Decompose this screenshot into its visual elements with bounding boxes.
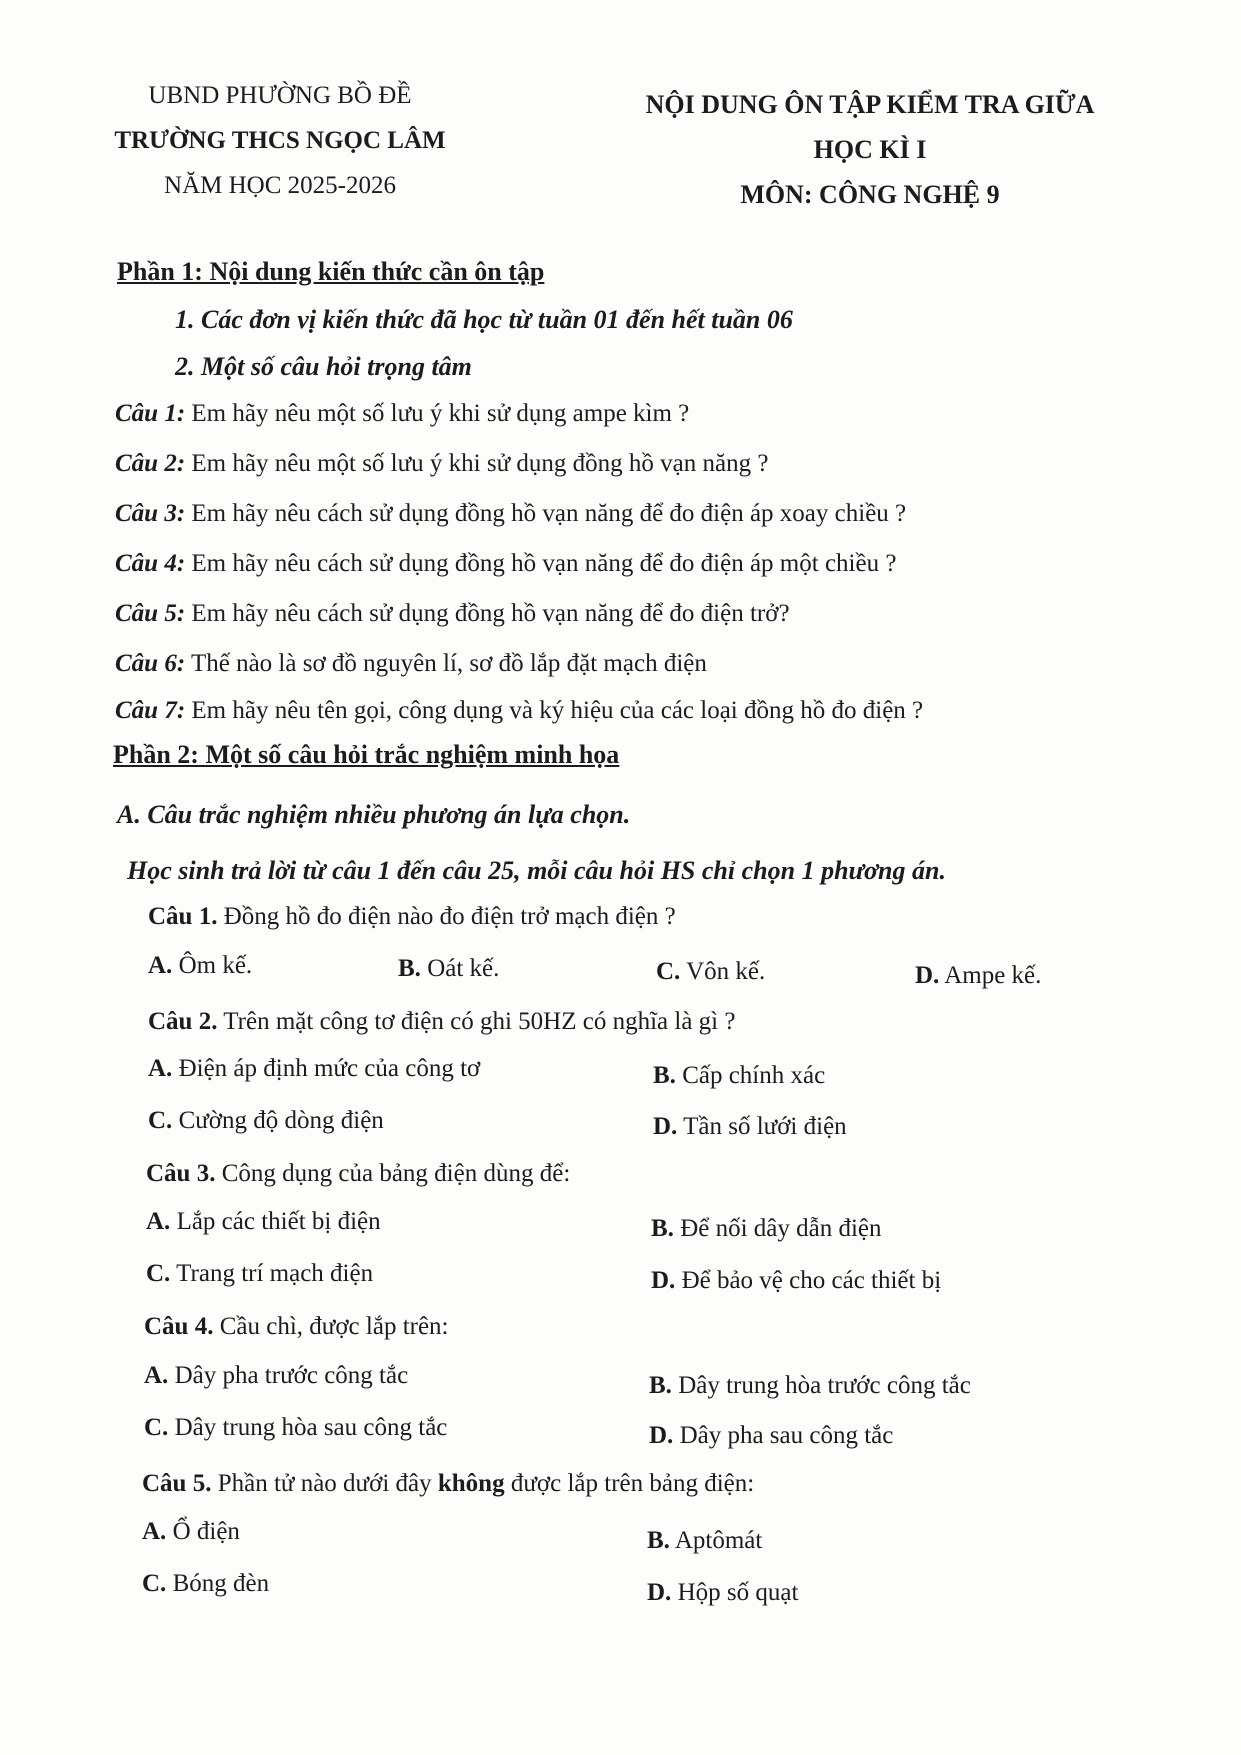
header-district: UBND PHƯỜNG BỒ ĐỀ	[148, 82, 412, 109]
open-question-1: Câu 1: Em hãy nêu một số lưu ý khi sử dụng ampe kìm ?	[115, 400, 690, 427]
q4-option-a: A. Dây pha trước công tắc	[144, 1362, 409, 1389]
q3-option-b: B. Để nối dây dẫn điện	[651, 1215, 882, 1242]
q2-option-a: A. Điện áp định mức của công tơ	[148, 1055, 481, 1082]
header-term: HỌC KÌ I	[813, 135, 927, 164]
mc-question-1: Câu 1. Đồng hồ đo điện nào đo điện trở mạch điện ?	[148, 903, 676, 930]
open-question-6: Câu 6: Thế nào là sơ đồ nguyên lí, sơ đồ lắp đặt mạch điện	[115, 650, 707, 677]
section-a-heading: A. Câu trắc nghiệm nhiều phương án lựa chọn.	[117, 800, 631, 829]
header-subject: MÔN: CÔNG NGHỆ 9	[740, 180, 1000, 209]
q5-option-a: A. Ổ điện	[142, 1518, 240, 1545]
open-question-7: Câu 7: Em hãy nêu tên gọi, công dụng và ký hiệu của các loại đồng hồ đo điện ?	[115, 697, 924, 724]
open-question-2: Câu 2: Em hãy nêu một số lưu ý khi sử dụng đồng hồ vạn năng ?	[115, 450, 769, 477]
q1-option-a: A. Ôm kế.	[148, 952, 253, 979]
q1-option-d: D. Ampe kế.	[915, 962, 1042, 989]
q4-option-d: D. Dây pha sau công tắc	[649, 1422, 894, 1449]
mc-question-3: Câu 3. Công dụng của bảng điện dùng để:	[146, 1160, 571, 1187]
part2-title: Phần 2: Một số câu hỏi trắc nghiệm minh họa	[113, 740, 620, 769]
open-question-5: Câu 5: Em hãy nêu cách sử dụng đồng hồ vạn năng để đo điện trở?	[115, 600, 790, 627]
q1-option-c: C. Vôn kế.	[656, 958, 766, 985]
header-school-year: NĂM HỌC 2025-2026	[164, 172, 396, 199]
part1-title: Phần 1: Nội dung kiến thức cần ôn tập	[117, 257, 545, 286]
header-title: NỘI DUNG ÔN TẬP KIỂM TRA GIỮA	[645, 90, 1095, 119]
part1-item-1: 1. Các đơn vị kiến thức đã học từ tuần 01 đến hết tuần 06	[175, 305, 793, 334]
mc-question-4: Câu 4. Cầu chì, được lắp trên:	[144, 1313, 449, 1340]
mc-question-5: Câu 5. Phần tử nào dưới đây không được lắp trên bảng điện:	[142, 1470, 755, 1497]
mc-question-2: Câu 2. Trên mặt công tơ điện có ghi 50HZ có nghĩa là gì ?	[148, 1008, 736, 1035]
q3-option-a: A. Lắp các thiết bị điện	[146, 1208, 381, 1235]
q2-option-c: C. Cường độ dòng điện	[148, 1107, 384, 1134]
header-school: TRƯỜNG THCS NGỌC LÂM	[114, 127, 446, 154]
open-question-3: Câu 3: Em hãy nêu cách sử dụng đồng hồ vạn năng để đo điện áp xoay chiều ?	[115, 500, 907, 527]
q3-option-c: C. Trang trí mạch điện	[146, 1260, 374, 1287]
section-a-instruction: Học sinh trả lời từ câu 1 đến câu 25, mỗi câu hỏi HS chỉ chọn 1 phương án.	[127, 856, 946, 885]
q5-option-b: B. Aptômát	[647, 1527, 763, 1554]
q2-option-d: D. Tần số lưới điện	[653, 1113, 847, 1140]
open-question-4: Câu 4: Em hãy nêu cách sử dụng đồng hồ vạn năng để đo điện áp một chiều ?	[115, 550, 897, 577]
q5-option-d: D. Hộp số quạt	[647, 1579, 799, 1606]
q4-option-b: B. Dây trung hòa trước công tắc	[649, 1372, 971, 1399]
q5-option-c: C. Bóng đèn	[142, 1570, 270, 1597]
q2-option-b: B. Cấp chính xác	[653, 1062, 826, 1089]
q1-option-b: B. Oát kế.	[398, 955, 500, 982]
q4-option-c: C. Dây trung hòa sau công tắc	[144, 1414, 448, 1441]
part1-item-2: 2. Một số câu hỏi trọng tâm	[175, 352, 472, 381]
q3-option-d: D. Để bảo vệ cho các thiết bị	[651, 1267, 942, 1294]
